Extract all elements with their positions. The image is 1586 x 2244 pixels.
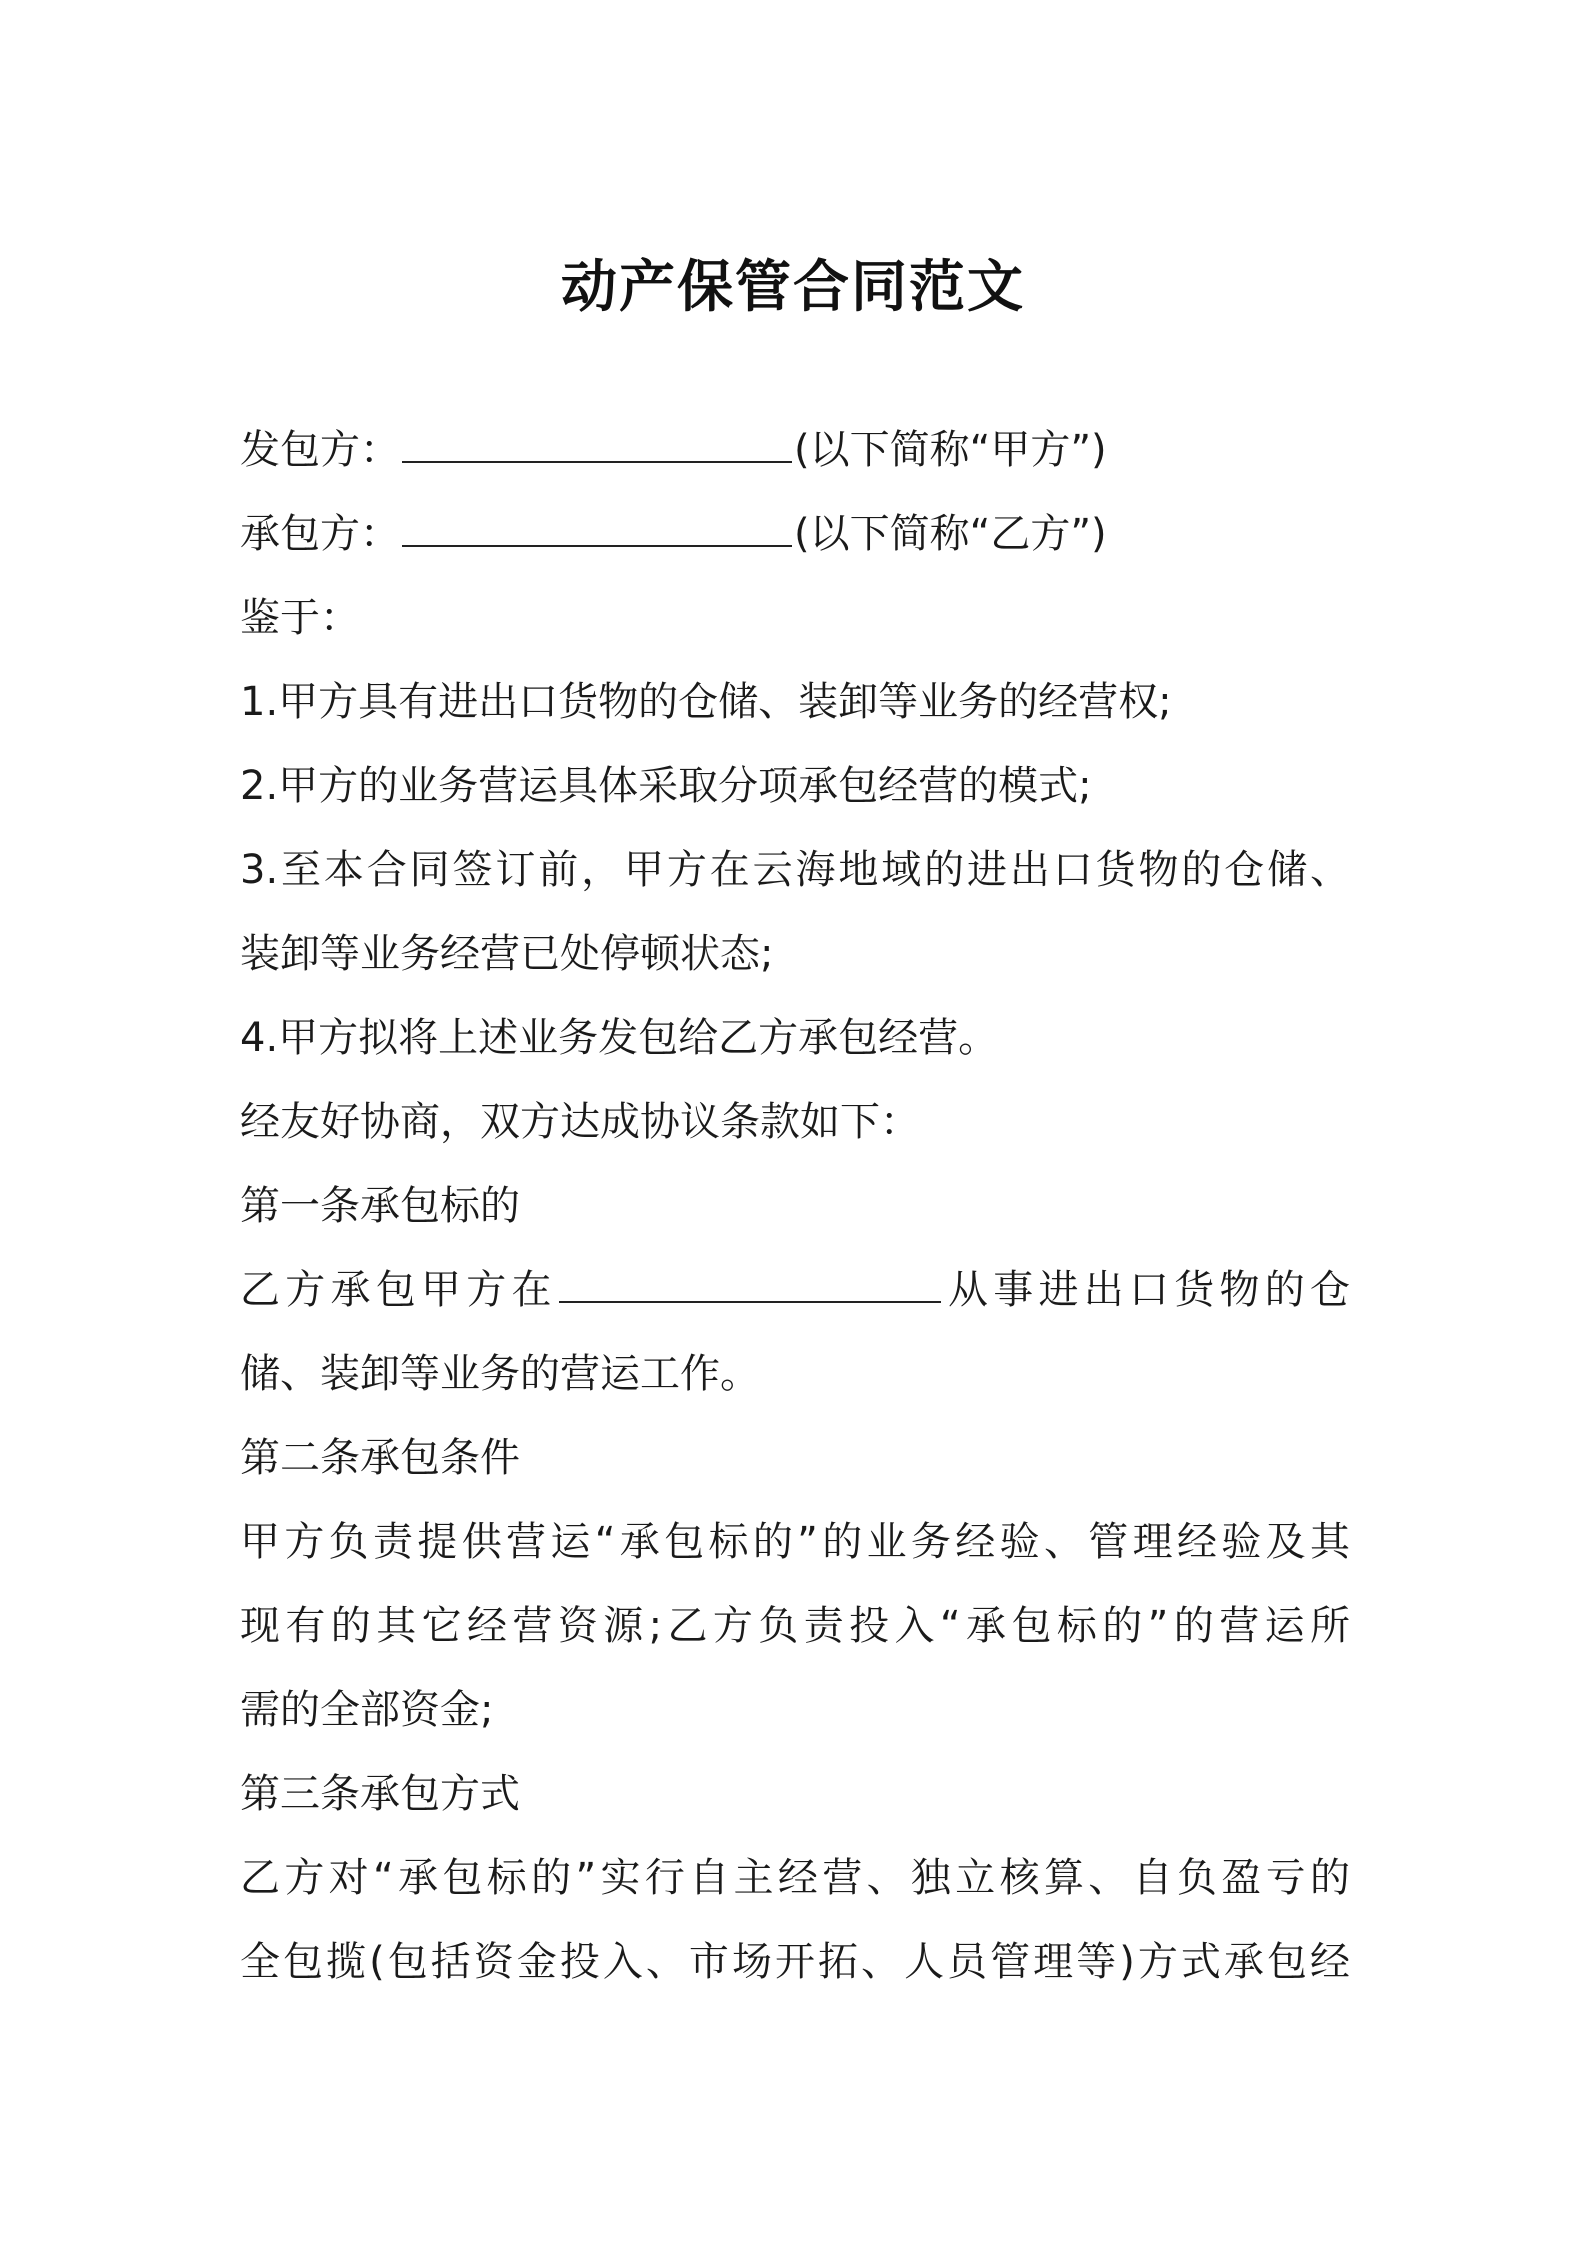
document-line: [240, 1248, 1350, 1332]
document-title: 动产保管合同范文: [561, 255, 1025, 320]
party-label: 发包方：: [240, 427, 400, 473]
document-line: 全包揽(包括资金投入、市场开拓、人员管理等)方式承包经: [240, 1939, 1350, 1985]
line-text-after-blank: 从事进出口货物的仓: [942, 1267, 1350, 1313]
document-line: 乙方对“承包标的”实行自主经营、独立核算、自负盈亏的: [240, 1855, 1350, 1901]
document-line: [240, 408, 1350, 492]
party-label: 承包方：: [240, 511, 400, 557]
document-line: 2.甲方的业务营运具体采取分项承包经营的模式;: [240, 763, 1092, 809]
document-line: 需的全部资金;: [240, 1687, 494, 1733]
document-line: 第一条承包标的: [240, 1183, 520, 1229]
document-line: 甲方负责提供营运“承包标的”的业务经验、管理经验及其: [240, 1519, 1350, 1565]
document-line: [240, 492, 1350, 576]
document-line: 第二条承包条件: [240, 1435, 520, 1481]
document-body: [240, 408, 1350, 2004]
fill-in-blank[interactable]: [402, 427, 792, 463]
document-line: 3.至本合同签订前，甲方在云海地域的进出口货物的仓储、: [240, 847, 1350, 893]
document-line: 装卸等业务经营已处停顿状态;: [240, 931, 774, 977]
party-alias: (以下简称“甲方”): [794, 427, 1107, 473]
fill-in-blank[interactable]: [559, 1267, 941, 1303]
document-line: 鉴于：: [240, 595, 360, 641]
document-line: 第三条承包方式: [240, 1771, 520, 1817]
fill-in-blank[interactable]: [402, 511, 792, 547]
document-line: 1.甲方具有进出口货物的仓储、装卸等业务的经营权;: [240, 679, 1172, 725]
line-text-before-blank: 乙方承包甲方在: [240, 1267, 557, 1313]
party-alias: (以下简称“乙方”): [794, 511, 1107, 557]
document-line: 储、装卸等业务的营运工作。: [240, 1351, 760, 1397]
document-line: 4.甲方拟将上述业务发包给乙方承包经营。: [240, 1015, 999, 1061]
document-line: 现有的其它经营资源;乙方负责投入“承包标的”的营运所: [240, 1603, 1350, 1649]
document-line: 经友好协商，双方达成协议条款如下：: [240, 1099, 920, 1145]
